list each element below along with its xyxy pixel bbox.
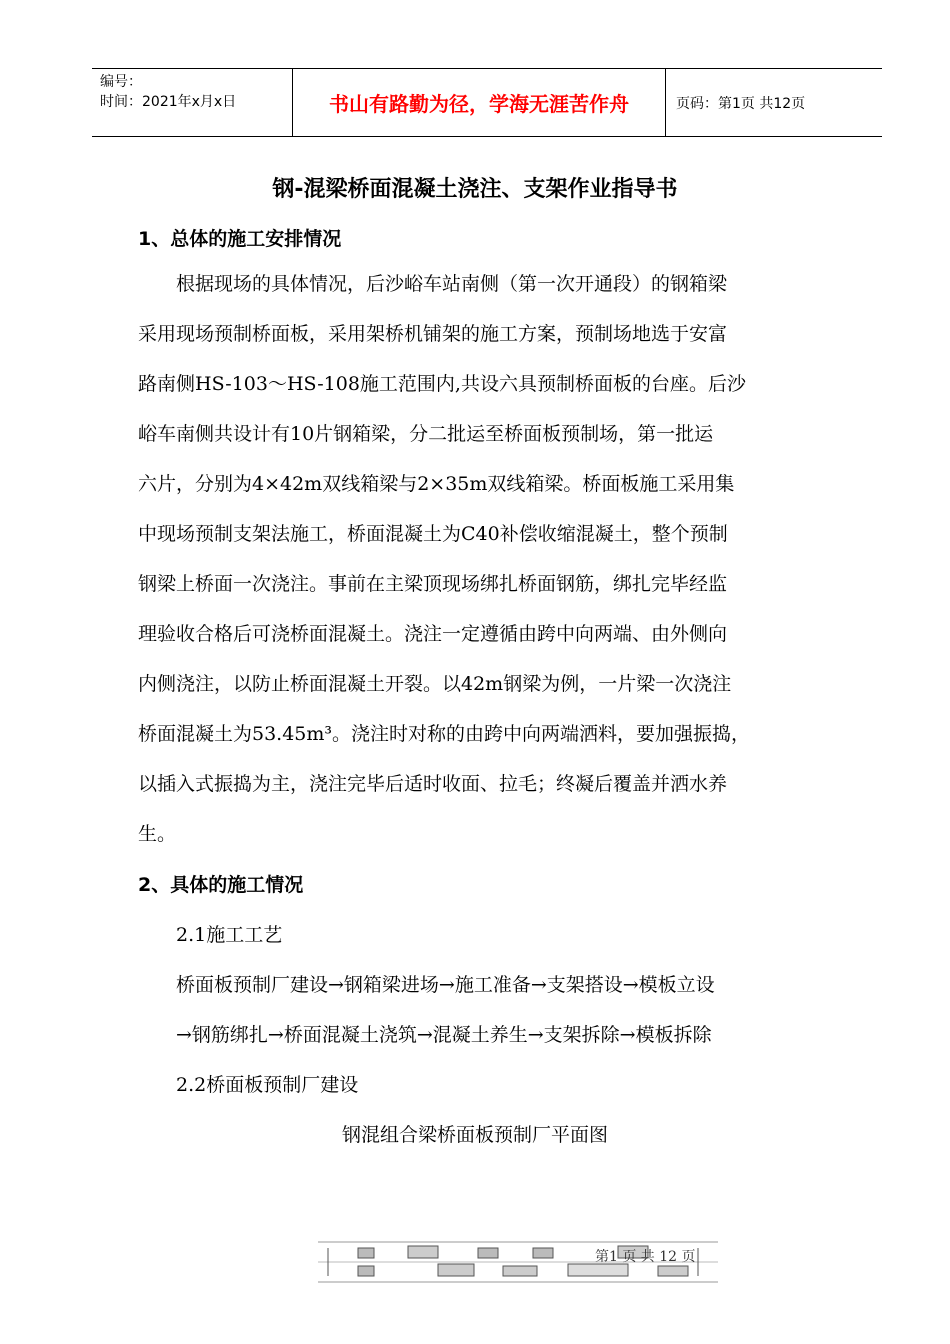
body-line: 峪车南侧共设计有10片钢箱梁，分二批运至桥面板预制场，第一批运 xyxy=(138,423,714,445)
process-flow-line-1: 桥面板预制厂建设→钢箱梁进场→施工准备→支架搭设→模板立设 xyxy=(176,974,715,996)
figure-block xyxy=(533,1248,553,1258)
section1-heading: 1、总体的施工安排情况 xyxy=(138,228,342,250)
body-line: 钢梁上桥面一次浇注。事前在主梁顶现场绑扎桥面钢筋，绑扎完毕经监 xyxy=(138,573,728,595)
body-line: 理验收合格后可浇桥面混凝土。浇注一定遵循由跨中向两端、由外侧向 xyxy=(138,623,728,645)
body-line: 中现场预制支架法施工，桥面混凝土为C40补偿收缩混凝土，整个预制 xyxy=(138,523,728,545)
body-line: 内侧浇注，以防止桥面混凝土开裂。以42m钢梁为例，一片梁一次浇注 xyxy=(138,673,732,695)
subsection-2-1: 2.1施工工艺 xyxy=(176,924,283,946)
number-label: 编号： xyxy=(100,74,142,90)
section2-heading: 2、具体的施工情况 xyxy=(138,874,304,896)
header-meta xyxy=(92,69,293,136)
body-line: 采用现场预制桥面板，采用架桥机铺架的施工方案，预制场地选于安富 xyxy=(138,323,728,345)
figure-block xyxy=(503,1266,537,1276)
page-info: 页码：第1页 共12页 xyxy=(676,95,806,112)
figure-block xyxy=(408,1246,438,1258)
body-line: 六片，分别为4×42m双线箱梁与2×35m双线箱梁。桥面板施工采用集 xyxy=(138,473,735,495)
figure-caption: 钢混组合梁桥面板预制厂平面图 xyxy=(341,1124,608,1146)
document-header xyxy=(92,68,882,137)
document-title: 钢-混梁桥面混凝土浇注、支架作业指导书 xyxy=(272,177,678,202)
body-line: 根据现场的具体情况，后沙峪车站南侧（第一次开通段）的钢箱梁 xyxy=(176,273,728,295)
figure-block xyxy=(358,1248,374,1258)
header-motto: 书山有路勤为径，学海无涯苦作舟 xyxy=(293,69,666,136)
figure-block xyxy=(358,1266,374,1276)
figure-block xyxy=(478,1248,498,1258)
date-label: 时间：2021年x月x日 xyxy=(100,94,237,110)
body-line: 桥面混凝土为53.45m³。浇注时对称的由跨中向两端洒料，要加强振捣， xyxy=(138,723,751,745)
body-line: 以插入式振捣为主，浇注完毕后适时收面、拉毛；终凝后覆盖并洒水养 xyxy=(138,773,728,795)
figure-block xyxy=(438,1264,474,1276)
figure-block xyxy=(658,1266,688,1276)
section1-body xyxy=(138,259,843,859)
body-line: 路南侧HS-103～HS-108施工范围内,共设六具预制桥面板的台座。后沙 xyxy=(138,373,746,395)
subsection-2-2: 2.2桥面板预制厂建设 xyxy=(176,1074,359,1096)
process-flow-line-2: →钢筋绑扎→桥面混凝土浇筑→混凝土养生→支架拆除→模板拆除 xyxy=(176,1024,712,1046)
figure-overlay-text: 第1 页 共 12 页 xyxy=(595,1249,696,1265)
body-line: 生。 xyxy=(138,823,177,845)
